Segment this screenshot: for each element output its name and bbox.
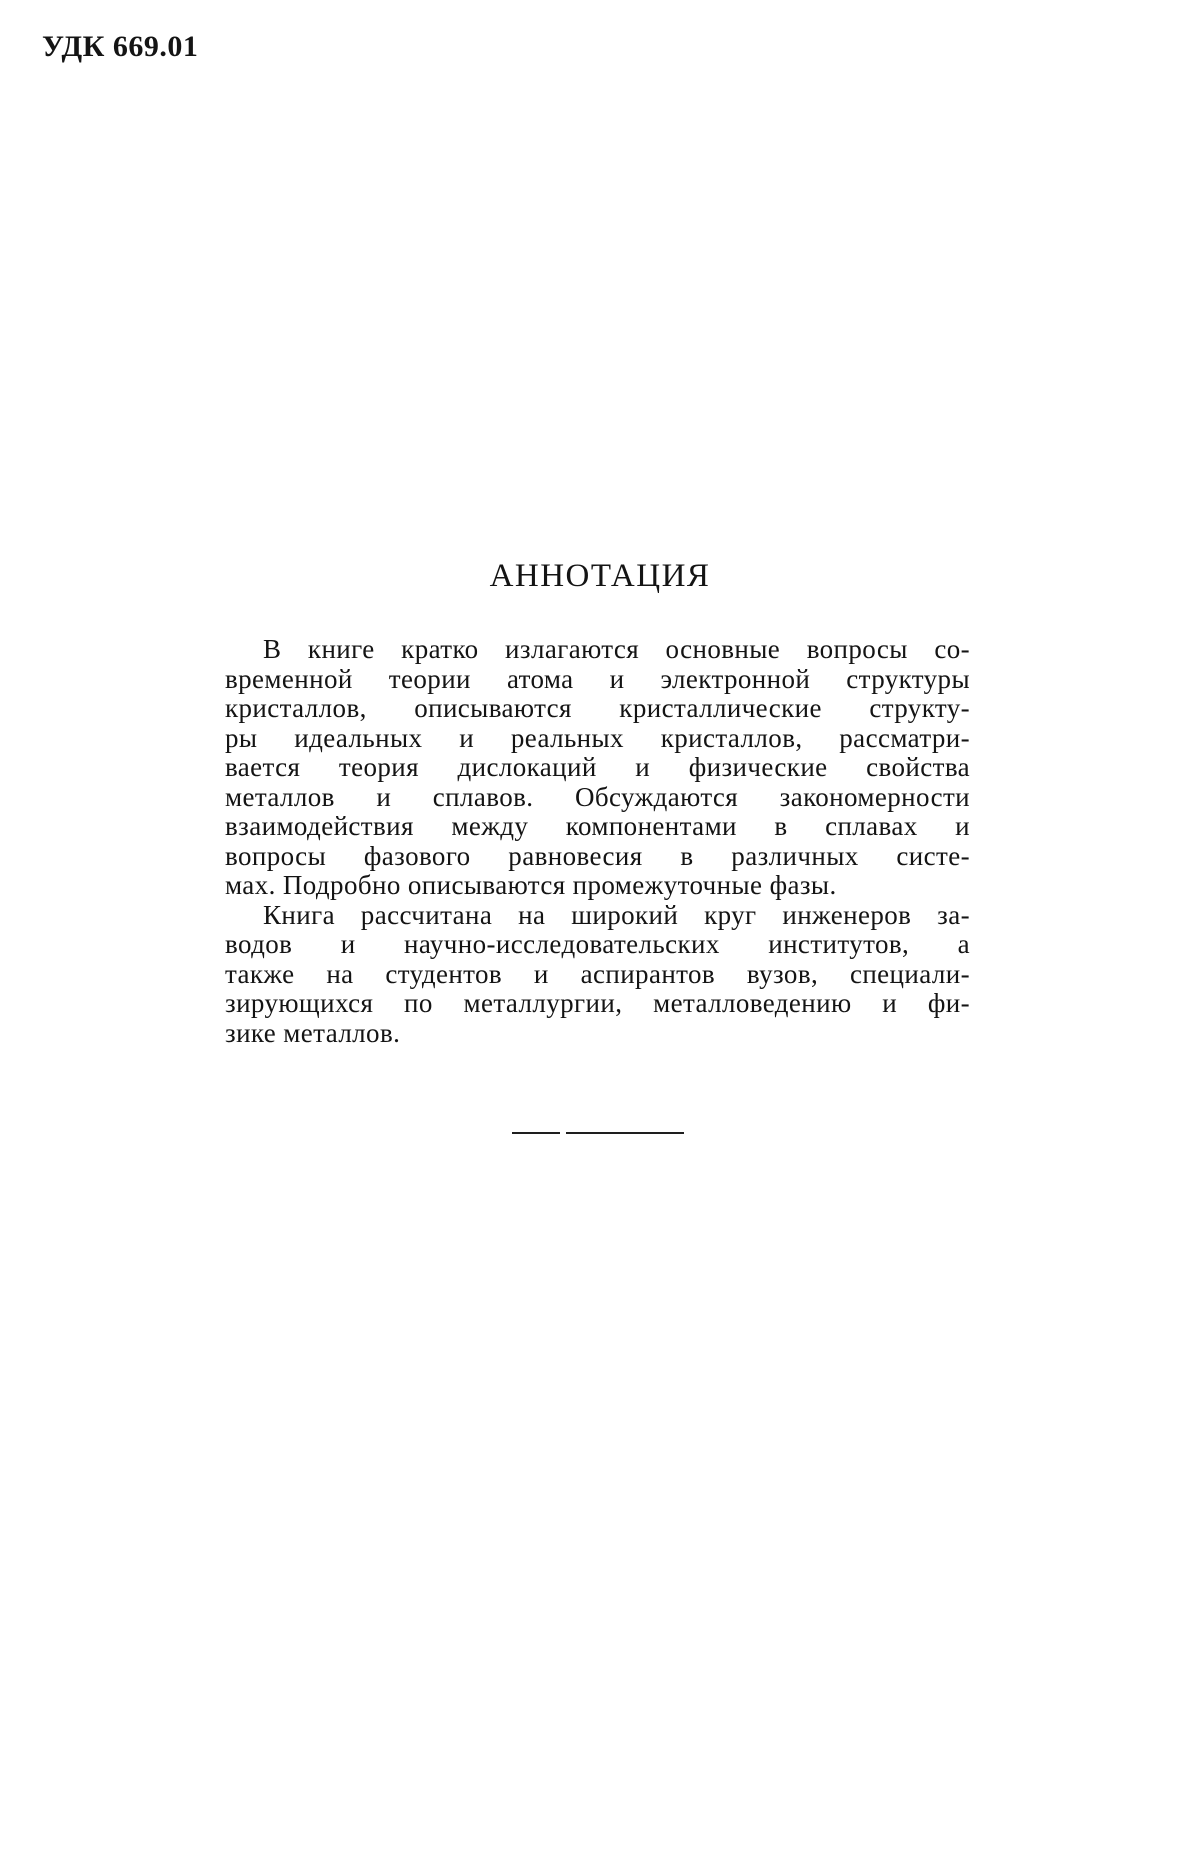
text-line: взаимодействия между компонентами в сплавах и <box>225 811 970 841</box>
text-line: металлов и сплавов. Обсуждаются закономерности <box>225 781 970 812</box>
udc-code: УДК 669.01 <box>42 30 199 63</box>
text-line: зике металлов. <box>225 1017 401 1048</box>
divider-rule-short <box>512 1132 560 1134</box>
paragraph-1 <box>225 635 970 901</box>
text-line: ры идеальных и реальных кристаллов, рассматри- <box>225 722 970 753</box>
text-line: также на студентов и аспирантов вузов, специали- <box>225 958 970 989</box>
text-line: временной теории атома и электронной структуры <box>225 663 970 694</box>
text-line: В книге кратко излагаются основные вопросы со- <box>263 634 970 664</box>
page-title: АННОТАЦИЯ <box>489 558 711 594</box>
text-line: Книга рассчитана на широкий круг инженеров за- <box>263 899 970 930</box>
text-line: вается теория дислокаций и физические свойства <box>225 752 970 782</box>
text-line: кристаллов, описываются кристаллические структу- <box>225 693 970 723</box>
divider-rule-long <box>566 1132 684 1134</box>
text-line: вопросы фазового равновесия в различных систе- <box>225 840 970 871</box>
paragraph-2 <box>225 901 970 1049</box>
text-line: зирующихся по металлургии, металловедению и фи- <box>225 988 970 1018</box>
text-line: мах. Подробно описываются промежуточные фазы. <box>225 870 837 900</box>
abstract-text <box>225 635 970 1048</box>
text-line: водов и научно-исследовательских институтов, а <box>225 929 970 959</box>
